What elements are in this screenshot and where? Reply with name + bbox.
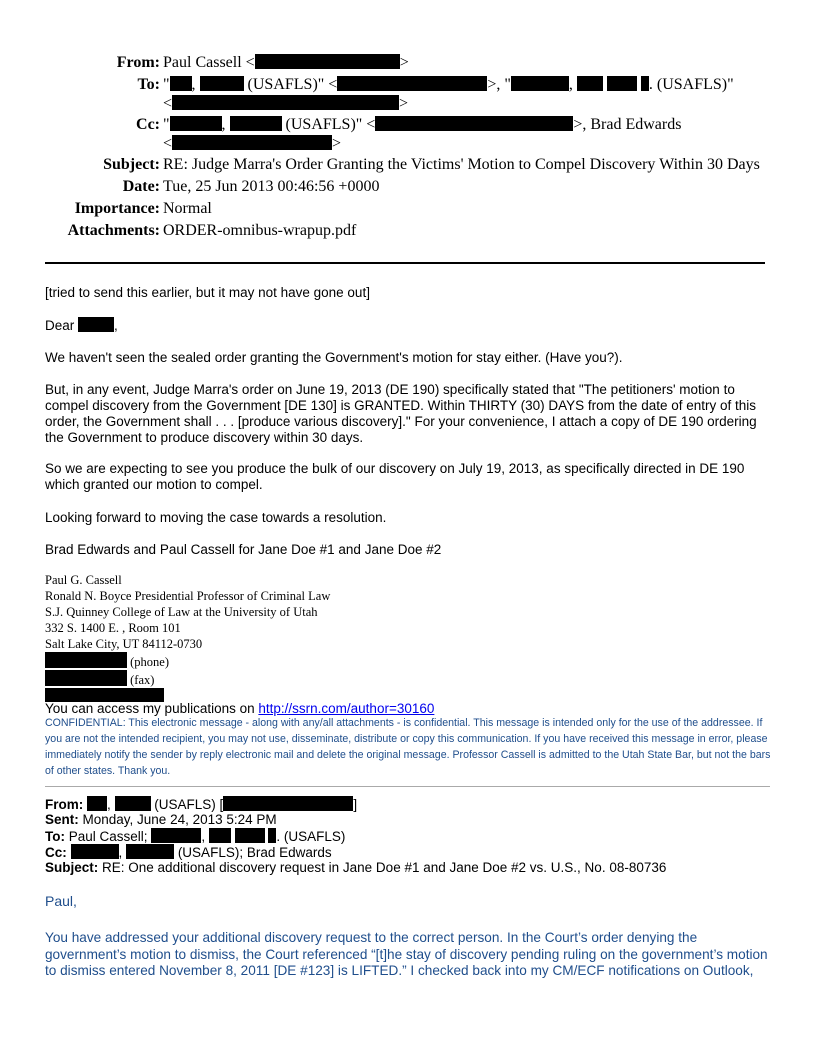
confidentiality-notice: CONFIDENTIAL: This electronic message - along with any/all attachments - is confidential. This message is intended only for the use of the addressee. If you are not the intended recipient, you may not use, disseminate, distribute or copy this communication. If you have received this message in error, please immediately notify the sender by reply electronic mail and delete the original message. Professor Cassell is admitted to the Utah State Bar, but not the bars of other states. Thank you. bbox=[45, 717, 771, 777]
prev-paragraph: You have addressed your additional discovery request to the correct person. In the Court’s order denying the government’s motion to dismiss, the Court referenced “[t]he stay of discovery pending ruling on the government’s motion to dismiss entered November 8, 2011 [DE #123] is LIFTED.” I checked back into my CM/ECF notifications on Outlook, bbox=[45, 930, 768, 978]
importance-value: Normal bbox=[163, 200, 212, 217]
subject-label: Subject: bbox=[103, 156, 160, 173]
prev-to-value: Paul Cassell; bbox=[68, 829, 148, 844]
signature-line: Salt Lake City, UT 84112-0730 bbox=[45, 637, 203, 651]
redaction bbox=[511, 76, 569, 91]
to-row-cont: < > bbox=[163, 95, 409, 112]
header-divider bbox=[45, 262, 765, 264]
redaction bbox=[255, 54, 400, 69]
greeting-text: Dear bbox=[45, 318, 75, 333]
ssrn-link[interactable]: http://ssrn.com/author=30160 bbox=[258, 701, 435, 716]
redaction bbox=[170, 116, 222, 131]
redaction bbox=[230, 116, 282, 131]
prev-cc-value: (USAFLS); Brad Edwards bbox=[177, 845, 332, 860]
redaction bbox=[78, 317, 114, 332]
publications-text: You can access my publications on bbox=[45, 701, 259, 716]
body-paragraph: Looking forward to moving the case towards a resolution. bbox=[45, 510, 387, 525]
date-value: Tue, 25 Jun 2013 00:46:56 +0000 bbox=[163, 178, 380, 195]
prev-sent-value: Monday, June 24, 2013 5:24 PM bbox=[82, 812, 277, 827]
body-paragraph: [tried to send this earlier, but it may not have gone out] bbox=[45, 285, 370, 300]
body-paragraph: Brad Edwards and Paul Cassell for Jane Doe #1 and Jane Doe #2 bbox=[45, 542, 442, 557]
phone-label: (phone) bbox=[130, 655, 169, 669]
date-label: Date: bbox=[122, 178, 160, 195]
redaction bbox=[577, 76, 603, 91]
signature bbox=[45, 572, 330, 704]
subject-value: RE: Judge Marra's Order Granting the Victims' Motion to Compel Discovery Within 30 Days bbox=[163, 156, 760, 173]
signature-line: 332 S. 1400 E. , Room 101 bbox=[45, 621, 181, 635]
redaction bbox=[209, 828, 231, 843]
redaction bbox=[151, 828, 201, 843]
redaction bbox=[235, 828, 265, 843]
email-page: From: Paul Cassell < > To: " , (USAFLS)" < >, " , . (USAFLS)" < > Cc: " , (USAFLS)" < >, Brad Edwards < > Subject: RE: Judge Marra's Order Granting the Victims' Motion to Compel Discovery Within 30 Days Date: Tue, 25 Jun 2013 00:46:56 +0000 Importance: Normal Attachments: ORDER-omnibus-wrapup.pdf [tried to send this earlier, but it may not have gone out] Dear , We haven't seen the sealed order granting the Government's motion for stay either. (Have you?). But, in any event, Judge Marra's order on June 19, 2013 (DE 190) specifically stated that "The petitioners' motion to compel discovery from the Government [DE 130] is GRANTED. Within THIRTY (30) DAYS from the date of entry of this order, the Government shall . . . [produce various discovery]." For your convenience, I attach a copy of DE 190 ordering the Government to produce discovery within 30 days. So we are expecting to see you produce the bulk of our discovery on July 19, 2013, as specifically directed in DE 190 which granted our motion to compel. Looking forward to moving the case towards a resolution. Brad Edwards and Paul Cassell for Jane Doe #1 and Jane Doe #2 Paul G. Cassell Ronald N. Boyce Presidential Professor of Criminal Law S.J. Quinney College of Law at the University of Utah 332 S. 1400 E. , Room 101 Salt Lake City, UT 84112-0730 (phone) (fax) You can access my publications on http://ssrn.com/author=30160 CONFIDENTIAL: This electronic message - along with any/all attachments - is confidential. This message is intended only for the use of the addressee. If you are not the intended recipient, you may not use, disseminate, distribute or copy this communication. If you have received this message in error, please immediately notify the sender by reply electronic mail and delete the original message. Professor Cassell is admitted to the Utah State Bar, but not the bars of other states. Thank you. From: , (USAFLS) [ ] Sent: Monday, June 24, 2013 5:24 PM To: Paul Cassell; , . (USAFLS) Cc: , (USAFLS); Brad Edwards Subject: RE: One additional discovery request in Jane Doe #1 and Jane Doe #2 vs. U.S., No. 08-80736 Paul, You have addressed your additional discovery request to the correct person. In the Court’s order denying the government’s motion to dismiss, the Court referenced “[t]he stay of discovery pending ruling on the government’s motion to dismiss entered November 8, 2011 [DE #123] is LIFTED.” I checked back into my CM/ECF notifications on Outlook, bbox=[0, 0, 816, 1056]
signature-line: Ronald N. Boyce Presidential Professor of Criminal Law bbox=[45, 589, 331, 603]
redaction bbox=[45, 670, 127, 686]
from-value: Paul Cassell < bbox=[163, 54, 255, 71]
greeting: Dear , bbox=[45, 318, 118, 333]
fax-label: (fax) bbox=[130, 673, 155, 687]
redaction bbox=[45, 688, 164, 702]
signature-line: S.J. Quinney College of Law at the University of Utah bbox=[45, 605, 318, 619]
redaction bbox=[223, 796, 353, 811]
to-value-2: . (USAFLS)" bbox=[648, 76, 734, 93]
from-label: From: bbox=[116, 54, 160, 71]
prev-sent-label: Sent: bbox=[45, 812, 79, 827]
redaction bbox=[126, 844, 174, 859]
attachment-link[interactable]: ORDER-omnibus-wrapup.pdf bbox=[163, 222, 357, 239]
importance-label: Importance: bbox=[74, 200, 160, 217]
redaction bbox=[172, 135, 332, 150]
attachments-label: Attachments: bbox=[67, 222, 160, 239]
redaction bbox=[71, 844, 119, 859]
prev-from-label: From: bbox=[45, 797, 84, 812]
redaction bbox=[641, 76, 649, 91]
prev-subject-label: Subject: bbox=[45, 860, 99, 875]
prev-greeting: Paul, bbox=[45, 893, 77, 909]
redaction bbox=[45, 652, 127, 668]
redaction bbox=[200, 76, 244, 91]
to-value: (USAFLS)" < bbox=[247, 76, 338, 93]
cc-value-2: >, Brad Edwards bbox=[573, 116, 682, 133]
body-paragraph: We haven't seen the sealed order granting the Government's motion for stay either. (Have you?). bbox=[45, 350, 623, 365]
prev-to-label: To: bbox=[45, 829, 65, 844]
to-label: To: bbox=[137, 76, 160, 93]
cc-value: (USAFLS)" < bbox=[285, 116, 376, 133]
redaction bbox=[170, 76, 192, 91]
redaction bbox=[607, 76, 637, 91]
cc-row-cont: < > bbox=[163, 135, 342, 152]
redaction bbox=[87, 796, 107, 811]
redaction bbox=[172, 95, 399, 110]
cc-label: Cc: bbox=[136, 116, 160, 133]
signature-line: Paul G. Cassell bbox=[45, 573, 122, 587]
prev-cc-label: Cc: bbox=[45, 845, 67, 860]
prev-from-value: (USAFLS) [ bbox=[154, 797, 224, 812]
prev-to-value-2: . (USAFLS) bbox=[276, 829, 346, 844]
body-paragraph: So we are expecting to see you produce the bulk of our discovery on July 19, 2013, as specifically directed in DE 190 which granted our motion to compel. bbox=[45, 461, 745, 492]
prev-subject-value: RE: One additional discovery request in Jane Doe #1 and Jane Doe #2 vs. U.S., No. 08-80736 bbox=[102, 860, 667, 875]
redaction bbox=[375, 116, 573, 131]
redaction bbox=[337, 76, 487, 91]
reply-divider bbox=[45, 786, 770, 787]
redaction bbox=[115, 796, 151, 811]
body-paragraph: But, in any event, Judge Marra's order on June 19, 2013 (DE 190) specifically stated that "The petitioners' motion to compel discovery from the Government [DE 130] is GRANTED. Within THIRTY (30) DAYS from the date of entry of this order, the Government shall . . . [produce various discovery]." For your convenience, I attach a copy of DE 190 ordering the Government to produce discovery within 30 days. bbox=[45, 382, 757, 445]
